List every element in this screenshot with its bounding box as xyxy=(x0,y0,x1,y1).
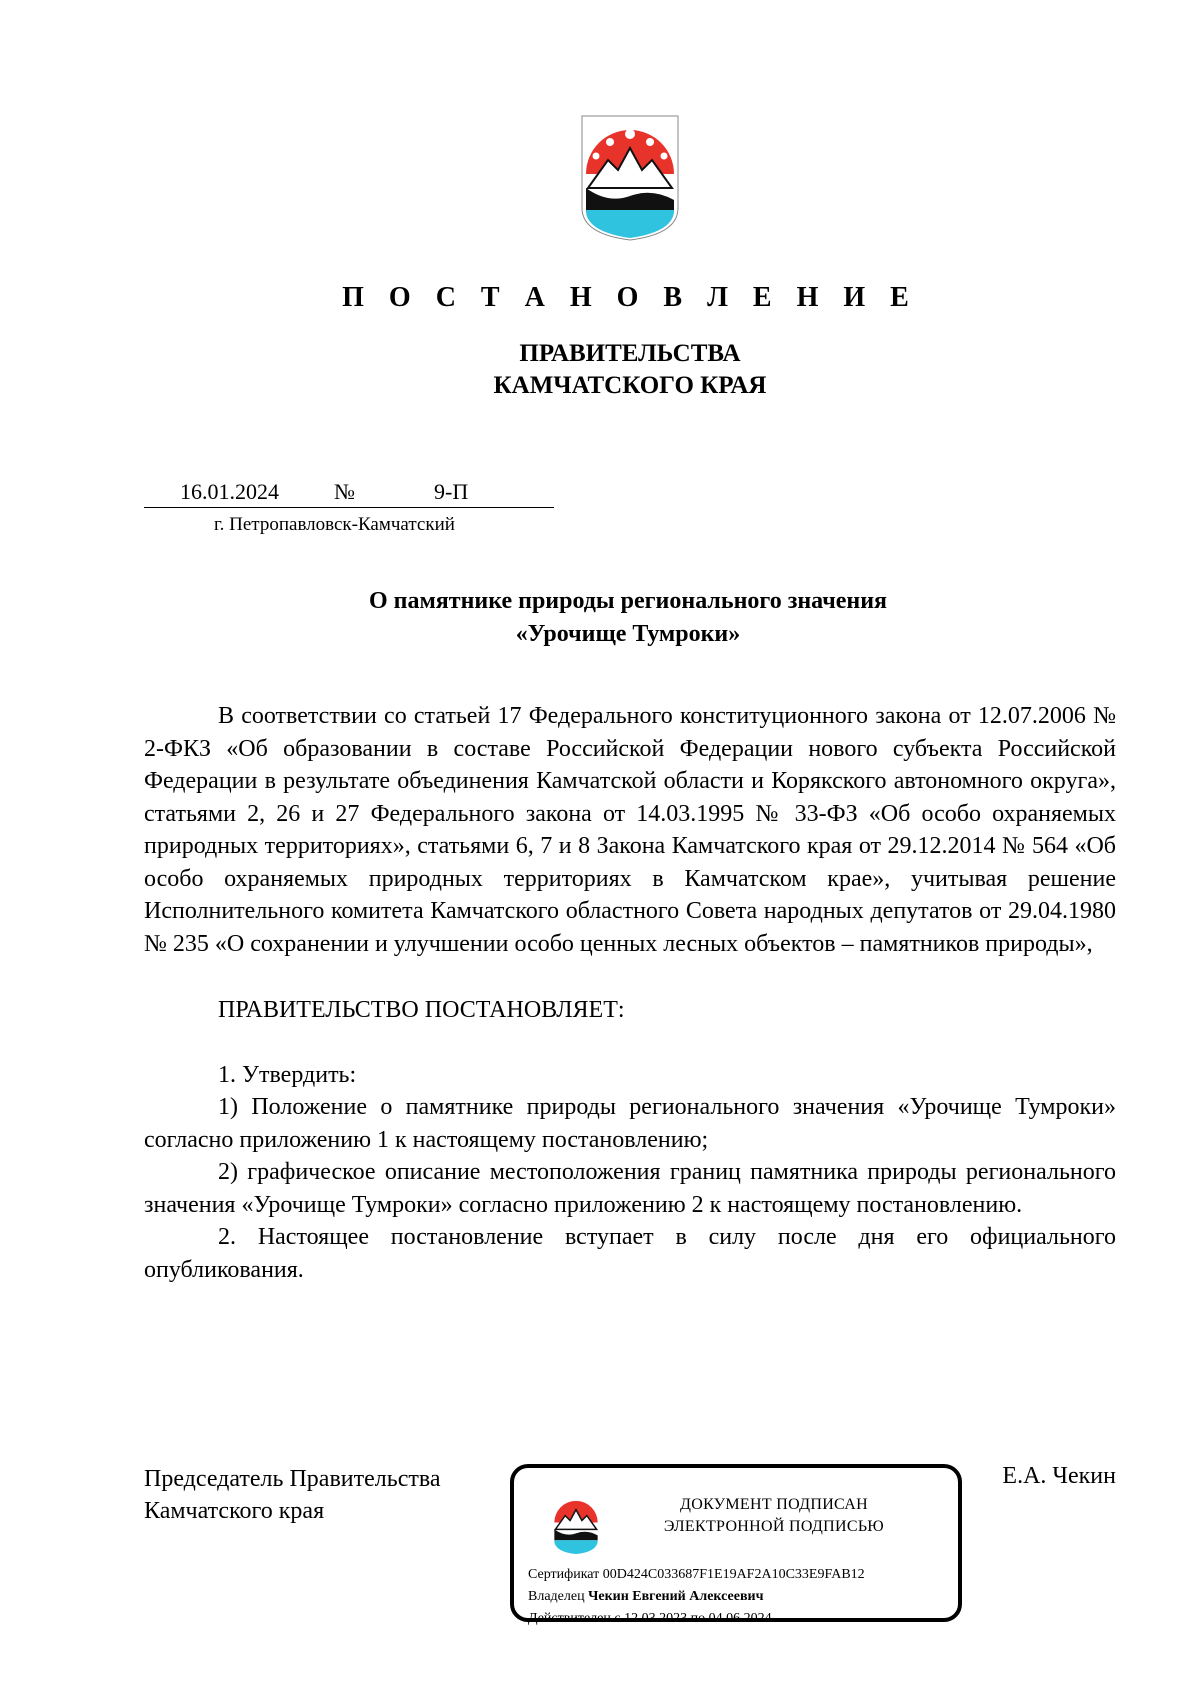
registration-line xyxy=(144,478,554,508)
kamchatka-coat-of-arms-icon xyxy=(550,1492,602,1556)
stamp-certificate xyxy=(528,1567,865,1583)
signatory-position-line2: Камчатского края xyxy=(144,1498,325,1524)
validity-to-label: по xyxy=(690,1611,706,1626)
registration-underline xyxy=(144,507,554,508)
city: г. Петропавловск-Камчатский xyxy=(214,514,455,535)
preamble-paragraph: В соответствии со статьей 17 Федерального конституционного закона от 12.07.2006 № 2-ФКЗ «Об образовании в составе Российской Федерации нового субъекта Российской Федерации в результате объединения Камчатской области и Корякского автономного округа», статьями 2, 26 и 27 Федерального закона от 14.03.1995 № 33-ФЗ «Об особо охраняемых природных территориях», статьями 6, 7 и 8 Закона Камчатского края от 29.12.2014 № 564 «Об особо охраняемых природных территориях в Камчатском крае», учитывая решение Исполнительного комитета Камчатского областного Совета народных депутатов от 29.04.1980 № 235 «О сохранении и улучшении особо ценных лесных объектов – памятников природы», xyxy=(144,703,1116,957)
validity-to: 04.06.2024 xyxy=(708,1611,772,1626)
government-name-line2: КАМЧАТСКОГО КРАЯ xyxy=(493,372,767,399)
stamp-heading xyxy=(634,1494,914,1538)
stamp-validity xyxy=(528,1611,772,1627)
certificate-value: 00D424C033687F1E19AF2A10C33E9FAB12 xyxy=(602,1567,865,1582)
document-body xyxy=(144,700,1116,1286)
signatory-name: Е.А. Чекин xyxy=(1002,1463,1116,1489)
validity-label: Действителен xyxy=(528,1611,611,1626)
item-1-1: 1) Положение о памятнике природы регионального значения «Урочище Тумроки» согласно приложению 1 к настоящему постановлению; xyxy=(144,1094,1116,1153)
document-title xyxy=(144,585,1112,651)
item-1-2: 2) графическое описание местоположения границ памятника природы регионального значения «Урочище Тумроки» согласно приложению 2 к настоящему постановлению. xyxy=(144,1159,1116,1218)
owner-label: Владелец xyxy=(528,1589,585,1604)
kamchatka-coat-of-arms-icon xyxy=(578,112,682,242)
item-2: 2. Настоящее постановление вступает в силу после дня его официального опубликования. xyxy=(144,1224,1116,1283)
document-number: 9-П xyxy=(434,479,469,504)
stamp-heading-line1: ДОКУМЕНТ ПОДПИСАН xyxy=(680,1496,868,1513)
validity-from-label: с xyxy=(614,1611,621,1626)
government-name-line1: ПРАВИТЕЛЬСТВА xyxy=(519,340,741,367)
stamp-heading-line2: ЭЛЕКТРОННОЙ ПОДПИСЬЮ xyxy=(663,1518,885,1535)
validity-from: 12.03.2023 xyxy=(624,1611,688,1626)
owner-value: Чекин Евгений Алексеевич xyxy=(588,1589,764,1604)
certificate-label: Сертификат xyxy=(528,1567,600,1582)
government-name xyxy=(0,338,1200,402)
item-1: 1. Утвердить: xyxy=(218,1061,357,1088)
document-title-line1: О памятнике природы регионального значения xyxy=(368,588,888,614)
document-date: 16.01.2024 xyxy=(180,479,279,504)
number-sign: № xyxy=(334,479,355,504)
document-type: П О С Т А Н О В Л Е Н И Е xyxy=(342,282,918,313)
decree-statement: ПРАВИТЕЛЬСТВО ПОСТАНОВЛЯЕТ: xyxy=(218,997,625,1023)
stamp-owner xyxy=(528,1589,763,1605)
document-title-line2: «Урочище Тумроки» xyxy=(515,621,741,647)
signatory-position xyxy=(144,1463,441,1527)
signatory-position-line1: Председатель Правительства xyxy=(144,1466,441,1492)
electronic-signature-stamp xyxy=(510,1464,962,1626)
